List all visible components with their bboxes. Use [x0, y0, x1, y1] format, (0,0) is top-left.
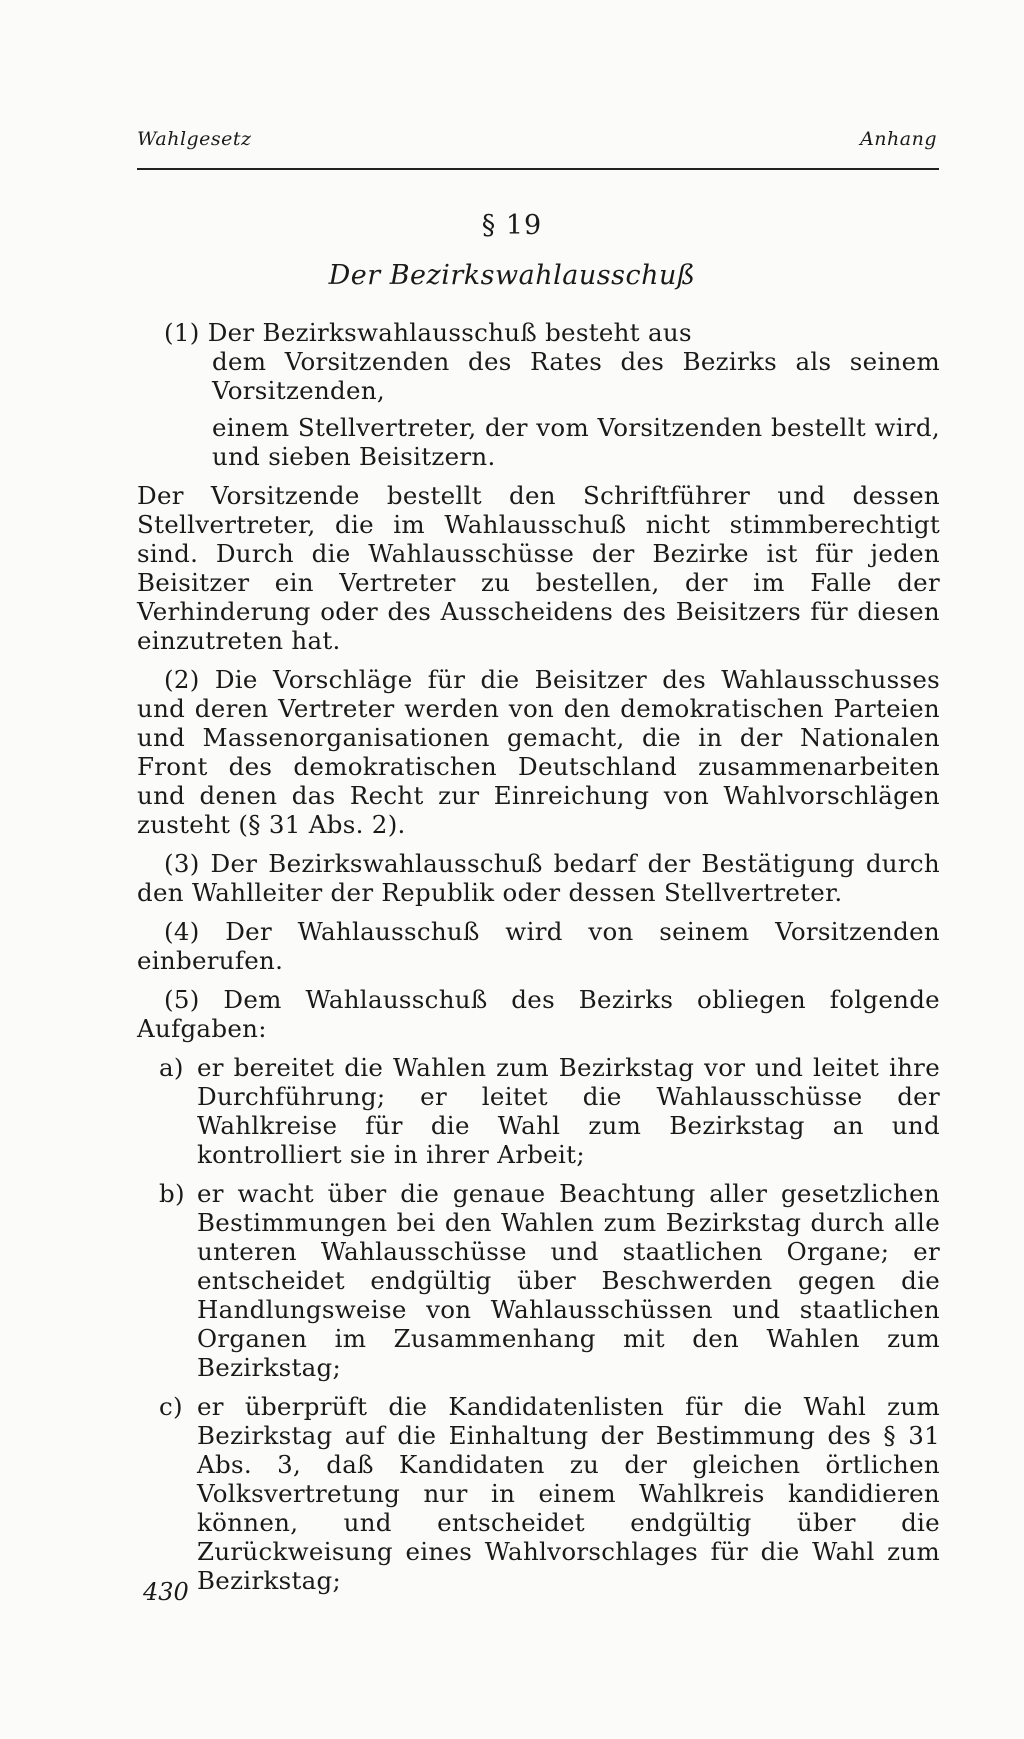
list-item-letter: c)	[159, 1392, 183, 1421]
list-item-text: er bereitet die Wahlen zum Bezirkstag vor und leitet ihre Durchführung; er leitet die Wahlausschüsse der Wahlkreise für die Wahl zum Bezirkstag an und kontrolliert sie in ihrer Arbeit;	[197, 1053, 940, 1169]
paragraph-1-member-chair: dem Vorsitzenden des Rates des Bezirks als seinem Vorsitzenden,	[212, 347, 940, 405]
paragraph-3: (3) Der Bezirkswahlausschuß bedarf der Bestätigung durch den Wahlleiter der Republik oder dessen Stellvertreter.	[137, 849, 940, 907]
paragraph-1-intro: (1) Der Bezirkswahlausschuß besteht aus	[164, 318, 692, 347]
list-item-b	[137, 1179, 940, 1382]
list-item-a	[137, 1053, 940, 1169]
paragraph-2: (2) Die Vorschläge für die Beisitzer des Wahlausschusses und deren Vertreter werden von den demokratischen Parteien und Massenorganisationen gemacht, die in der Nationalen Front des demokratischen Deutschland zusammenarbeiten und denen das Recht zur Einreichung von Wahlvorschlägen zusteht (§ 31 Abs. 2).	[137, 665, 940, 839]
list-item-text: er wacht über die genaue Beachtung aller gesetzlichen Bestimmungen bei den Wahlen zum Bezirkstag durch alle unteren Wahlausschüsse und staatlichen Organe; er entscheidet endgültig über Beschwerden gegen die Handlungsweise von Wahlausschüssen und staatlichen Organen im Zusammenhang mit den Wahlen zum Bezirkstag;	[197, 1179, 940, 1382]
list-item-text: er überprüft die Kandidatenlisten für die Wahl zum Bezirkstag auf die Einhaltung der Bestimmung des § 31 Abs. 3, daß Kandidaten zu der gleichen örtlichen Volksvertretung nur in einem Wahlkreis kandidieren können, und entscheidet endgültig über die Zurückweisung eines Wahlvorschlages für die Wahl zum Bezirkstag;	[197, 1392, 940, 1595]
list-item-letter: b)	[159, 1179, 185, 1208]
header-section-label: Anhang	[860, 128, 937, 150]
paragraph-4: (4) Der Wahlausschuß wird von seinem Vorsitzenden einberufen.	[137, 917, 940, 975]
list-item-c	[137, 1392, 940, 1595]
header-rule	[137, 168, 939, 170]
paragraph-1-rest: Der Vorsitzende bestellt den Schriftführer und dessen Stellvertreter, die im Wahlausschuß nicht stimmberechtigt sind. Durch die Wahlausschüsse der Bezirke ist für jeden Beisitzer ein Vertreter zu bestellen, der im Falle der Verhinderung oder des Ausscheidens des Beisitzers für diesen einzutreten hat.	[137, 481, 940, 655]
header-law-title: Wahlgesetz	[137, 128, 252, 150]
paragraph-5: (5) Dem Wahlausschuß des Bezirks obliegen folgende Aufgaben:	[137, 985, 940, 1043]
page-number: 430	[143, 1578, 189, 1606]
paragraph-1-member-deputy: einem Stellvertreter, der vom Vorsitzenden bestellt wird, und sieben Beisitzern.	[212, 413, 940, 471]
list-item-letter: a)	[159, 1053, 184, 1082]
section-title: Der Bezirkswahlausschuß	[328, 260, 696, 291]
section-number: § 19	[481, 210, 543, 241]
running-header	[137, 128, 937, 168]
section-body	[137, 318, 940, 1595]
